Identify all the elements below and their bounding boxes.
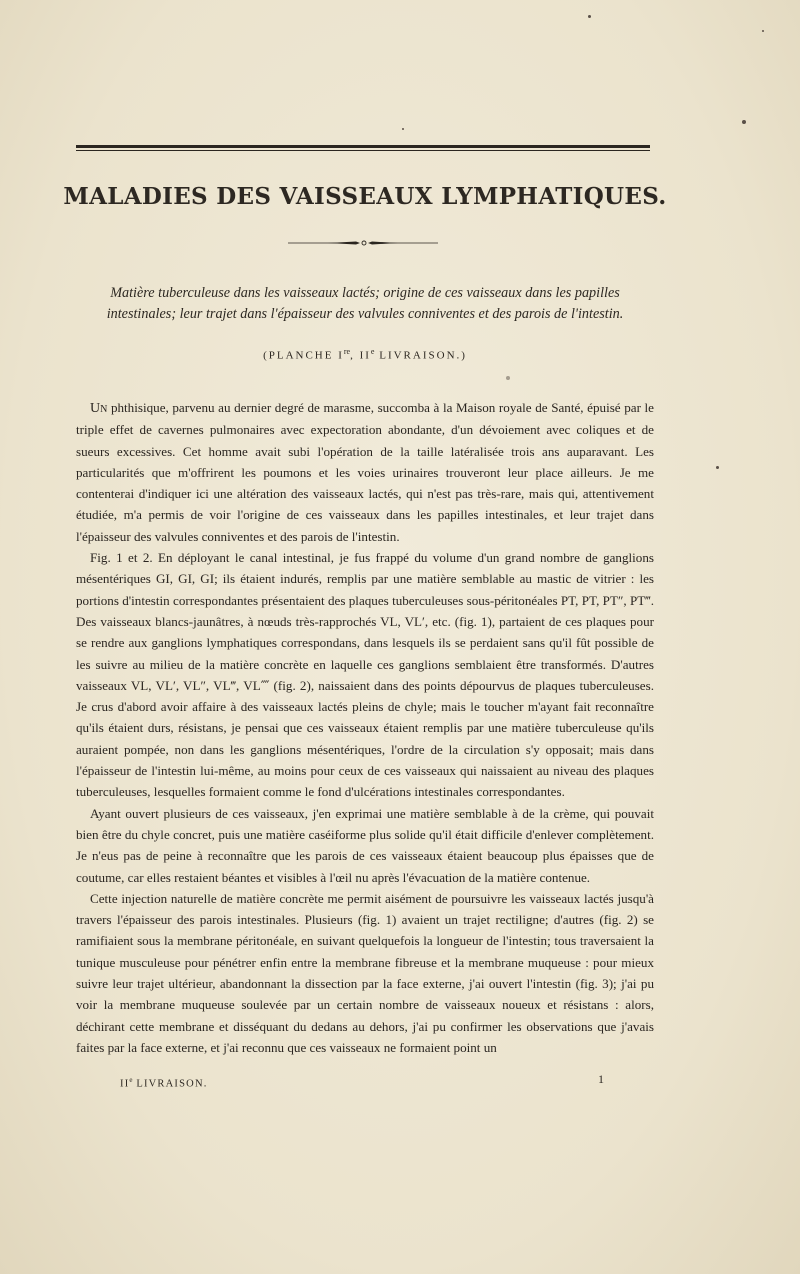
header-rule bbox=[76, 145, 650, 151]
paragraph: Cette injection naturelle de matière concrète me permit aisément de poursuivre les vaisseaux lactés jusqu'à travers l'épaisseur des parois intestinales. Plusieurs (fig. 1) avaient un trajet rectiligne; d'autres (fig. 2) se ramifiaient sous la membrane péritonéale, en suivant quelquefois la longueur de l'intestin; tous traversaient la tunique musculeuse pour pénétrer enfin entre la membrane fibreuse et la membrane muqueuse : pour mieux suivre leur trajet ultérieur, abandonnant la dissection par la face externe, j'ai ouvert l'intestin (fig. 3); j'ai pu voir la membrane muqueuse soulevée par un certain nombre de vaisseaux noueux et résistans : alors, déchirant cette membrane et disséquant du dedans au dehors, j'ai pu confirmer les observations que j'avais faites par la face externe, et j'ai reconnu que ces vaisseaux ne formaient point un bbox=[76, 890, 654, 1055]
signature-mark: IIe LIVRAISON. bbox=[120, 1076, 208, 1090]
paper-speck bbox=[402, 128, 404, 130]
body-text bbox=[76, 397, 654, 1058]
page-number: 1 bbox=[598, 1072, 604, 1086]
paragraph: Un phthisique, parvenu au dernier degré de marasme, succomba à la Maison royale de Santé, épuisé par le triple effet de cavernes pulmonaires avec expectoration abondante, d'un dévoiement avec coliques et de sueurs excessives. Cet homme avait subi l'opération de la taille latéralisée trois ans auparavant. Les particularités que m'offrirent les poumons et les voies urinaires trouveront leur place ailleurs. Je me contenterai d'indiquer ici une altération des vaisseaux lactés, qui n'est pas très-rare, mais qui, attentivement étudiée, m'a permis de voir l'origine de ces vaisseaux dans les papilles intestinales, et leur trajet dans l'épaisseur des valvules conniventes et des parois de l'intestin. bbox=[76, 400, 654, 544]
paper-speck bbox=[762, 30, 764, 32]
plate-reference: (PLANCHE Ire, IIe LIVRAISON.) bbox=[263, 347, 467, 362]
page-title: MALADIES DES VAISSEAUX LYMPHATIQUES. bbox=[63, 183, 667, 210]
lead-word: Un bbox=[90, 401, 108, 416]
paragraph: Fig. 1 et 2. En déployant le canal intestinal, je fus frappé du volume d'un grand nombre de ganglions mésentériques GI, GI, GI; ils étaient indurés, remplis par une matière semblable au mastic de vitrier : les portions d'intestin correspondantes présentaient des plaques tuberculeuses sous-péritonéales PT, PT, PT″, PT‴. Des vaisseaux blancs-jaunâtres, à nœuds très-rapprochés VL, VL′, etc. (fig. 1), partaient de ces plaques pour se rendre aux ganglions lymphatiques correspondans, dans lesquels ils se perdaient sans qu'il fût possible de les suivre au milieu de la matière concrète en laquelle ces ganglions semblaient être transformés. D'autres vaisseaux VL, VL′, VL″, VL‴, VL⁗ (fig. 2), naissaient dans des points dépourvus de plaques tuberculeuses. Je crus d'abord avoir affaire à des vaisseaux lactés pleins de chyle; mais le toucher m'ayant fait reconnaître qu'ils étaient durs, résistans, je pensai que ces vaisseaux étaient remplis par une matière tuberculeuse qu'ils auraient pompée, non dans les ganglions mésentériques, l'ordre de la circulation s'y opposait; mais dans l'épaisseur de l'intestin lui-même, au moins pour ceux de ces vaisseaux qui naissaient au niveau des plaques tuberculeuses, lesquelles formaient comme le fond d'ulcérations intestinales correspondantes. bbox=[76, 550, 654, 800]
ornament-divider bbox=[288, 238, 438, 248]
paper-speck bbox=[742, 120, 746, 124]
paper-speck bbox=[588, 15, 591, 18]
paper-speck bbox=[716, 466, 719, 469]
paper-speck bbox=[506, 376, 510, 380]
paragraph: Ayant ouvert plusieurs de ces vaisseaux, j'en exprimai une matière semblable à de la crème, qui pouvait bien être du chyle concret, puis une matière caséiforme plus solide qu'il était difficile d'enlever complètement. Je n'eus pas de peine à reconnaître que les parois de ces vaisseaux étaient beaucoup plus épaisses que de coutume, car elles restaient béantes et visibles à l'œil nu après l'évacuation de la matière contenue. bbox=[76, 805, 654, 885]
subtitle: Matière tuberculeuse dans les vaisseaux lactés; origine de ces vaisseaux dans les papilles intestinales; leur trajet dans l'épaisseur des valvules conniventes et des parois de l'intestin. bbox=[106, 285, 624, 322]
